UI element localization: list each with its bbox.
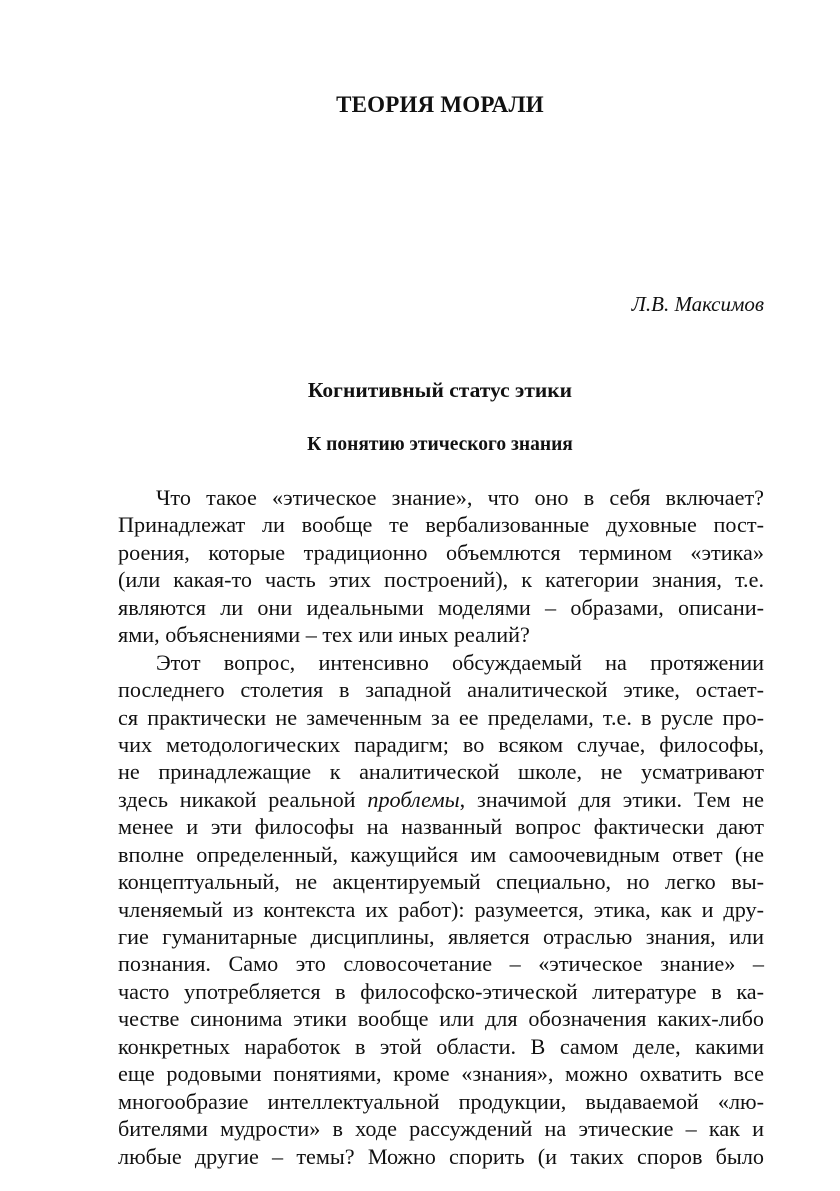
text-line: гие гуманитарные дисциплины, является отраслью знания, или [118,924,764,949]
text-line: многообразие интеллектуальной продукции, выдаваемой «лю- [118,1088,764,1114]
text-line: ями, объяснениями – тех или иных реалий? [118,622,530,648]
text-segment: , значимой для этики. Тем не [459,786,764,812]
text-line: познания. Само это словосочетание – «этическое знание» – [118,951,764,977]
text-line: являются ли они идеальными моделями – образами, описани- [118,594,764,620]
text-line: Что такое «этическое знание», что оно в себя включает? [156,485,764,510]
text-line: концептуальный, не акцентируемый специально, но легко вы- [118,869,764,895]
article-title: Когнитивный статус этики [307,378,573,402]
text-line: членяемый из контекста их работ): разумеется, этика, как и дру- [118,896,764,922]
text-line: Принадлежат ли вообще те вербализованные духовные пост- [118,512,764,538]
section-title: ТЕОРИЯ МОРАЛИ [336,92,544,117]
author-name: Л.В. Максимов [631,292,764,316]
text-line: конкретных наработок в этой области. В самом деле, какими [118,1033,764,1059]
text-line: бителями мудрости» в ходе рассуждений на этические – как и [118,1116,764,1142]
text-line: часто употребляется в философско-этической литературе в ка- [118,978,764,1004]
text-line: менее и эти философы на названный вопрос фактически дают [118,814,764,840]
text-line: ся практически не замеченным за ее пределами, т.е. в русле про- [118,704,764,730]
text-line: роения, которые традиционно объемлются термином «этика» [118,539,764,565]
text-line: честве синонима этики вообще или для обозначения каких-либо [118,1006,764,1032]
text-line: (или какая-то часть этих построений), к категории знания, т.е. [118,567,764,593]
text-line: любые другие – темы? Можно спорить (и таких споров было [118,1143,764,1169]
text-line-with-emphasis [118,786,764,813]
text-line: не принадлежащие к аналитической школе, не усматривают [118,759,764,785]
text-line: Этот вопрос, интенсивно обсуждаемый на протяжении [156,649,764,675]
article-subtitle: К понятию этического знания [307,434,573,455]
text-line: вполне определенный, кажущийся им самоочевидным ответ (не [118,841,764,867]
text-line: чих методологических парадигм; во всяком случае, философы, [118,731,764,757]
text-segment: здесь никакой реальной [118,786,368,812]
emphasized-word: проблемы [367,786,460,812]
body-text [118,484,764,1170]
text-line: последнего столетия в западной аналитической этике, остает- [118,677,764,703]
text-line: еще родовыми понятиями, кроме «знания», можно охватить все [118,1061,764,1087]
